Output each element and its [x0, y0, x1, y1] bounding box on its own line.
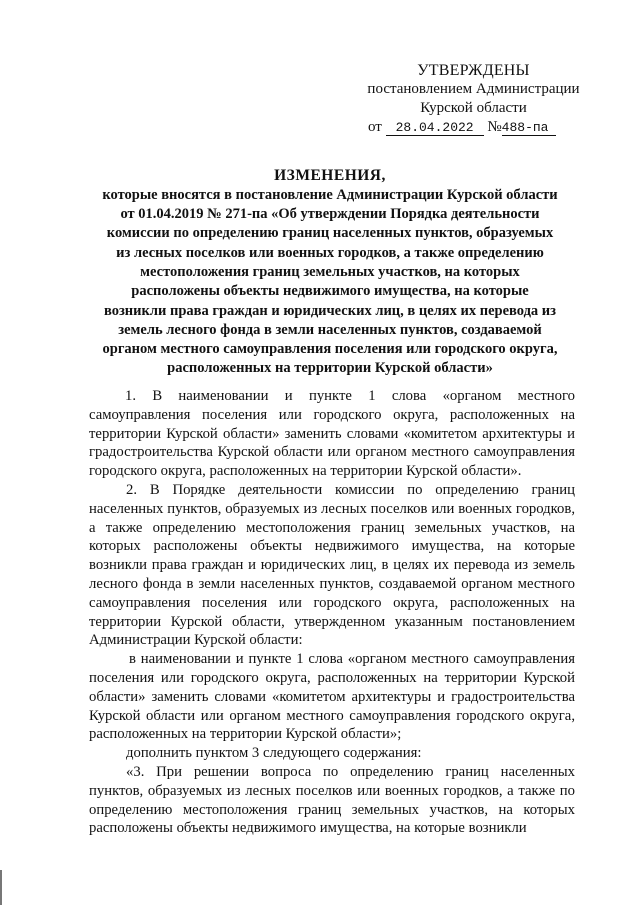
- approval-date: 28.04.2022: [386, 120, 484, 136]
- paragraph-1: 1. В наименовании и пункте 1 слова «органом местного самоуправления поселения или городского округа, расположенных на территории Курской области» заменить словами «комитетом архитектуры и градостроительства Курской области или органом местного самоуправления городского округа, расположенных на территории Курской области».: [89, 388, 575, 480]
- heading-line: местоположения границ земельных участков, на которых: [140, 263, 520, 280]
- number-prefix: №: [487, 119, 502, 135]
- paragraph-4: дополнить пунктом 3 следующего содержания:: [126, 745, 422, 762]
- date-prefix: от: [368, 119, 382, 135]
- document-body: [89, 387, 575, 838]
- heading-line: расположенных на территории Курской области»: [167, 360, 493, 377]
- approval-date-line: [366, 118, 581, 137]
- paragraph-5: «3. При решении вопроса по определению границ населенных пунктов, образуемых из лесных поселков или военных городков, а также по определению местоположения границ земельных участков, на которых расположены объекты недвижимого имущества, на которые возникли: [89, 763, 575, 837]
- heading-line: расположены объекты недвижимого имущества, на которые: [131, 283, 529, 300]
- heading-line: земель лесного фонда в земли населенных пунктов, создаваемой: [118, 321, 542, 338]
- heading-title: ИЗМЕНЕНИЯ,: [274, 167, 386, 184]
- paragraph-3: в наименовании и пункте 1 слова «органом местного самоуправления поселения или городского округа, расположенных на территории Курской области» заменить словами «комитетом архитектуры и градостроительства Курской области или органом местного самоуправления городского округа, расположенных на территории Курской области»;: [89, 651, 575, 743]
- heading-line: которые вносятся в постановление Администрации Курской области: [102, 186, 558, 203]
- heading-line: возникли права граждан и юридических лиц, в целях их перевода из: [104, 302, 556, 319]
- approval-line-1: постановлением Администрации: [367, 81, 580, 97]
- heading-line: комиссии по определению границ населенных пунктов, образуемых: [106, 225, 554, 242]
- approval-title: УТВЕРЖДЕНЫ: [417, 62, 530, 79]
- heading-line: из лесных поселков или военных городков, а также определению: [116, 244, 544, 261]
- heading-line: органом местного самоуправления поселения или городского округа,: [102, 341, 558, 358]
- paragraph-2: 2. В Порядке деятельности комиссии по определению границ населенных пунктов, образуемых из лесных поселков или военных городков, а также определению местоположения границ земельных участков, на которых расположены объекты недвижимого имущества, на которые возникли права граждан и юридических лиц, в целях их перевода из земель лесного фонда в земли населенных пунктов, создаваемой органом местного самоуправления поселения или городского округа, расположенных на территории Курской области, утвержденном указанным постановлением Администрации Курской области:: [89, 481, 575, 649]
- approval-stamp: [366, 61, 581, 137]
- approval-line-2: Курской области: [420, 100, 527, 116]
- scan-edge-mark: [0, 870, 2, 905]
- approval-number: 488-па: [502, 120, 556, 136]
- heading-line: от 01.04.2019 № 271-па «Об утверждении Порядка деятельности: [120, 206, 540, 223]
- document-heading: [82, 166, 578, 379]
